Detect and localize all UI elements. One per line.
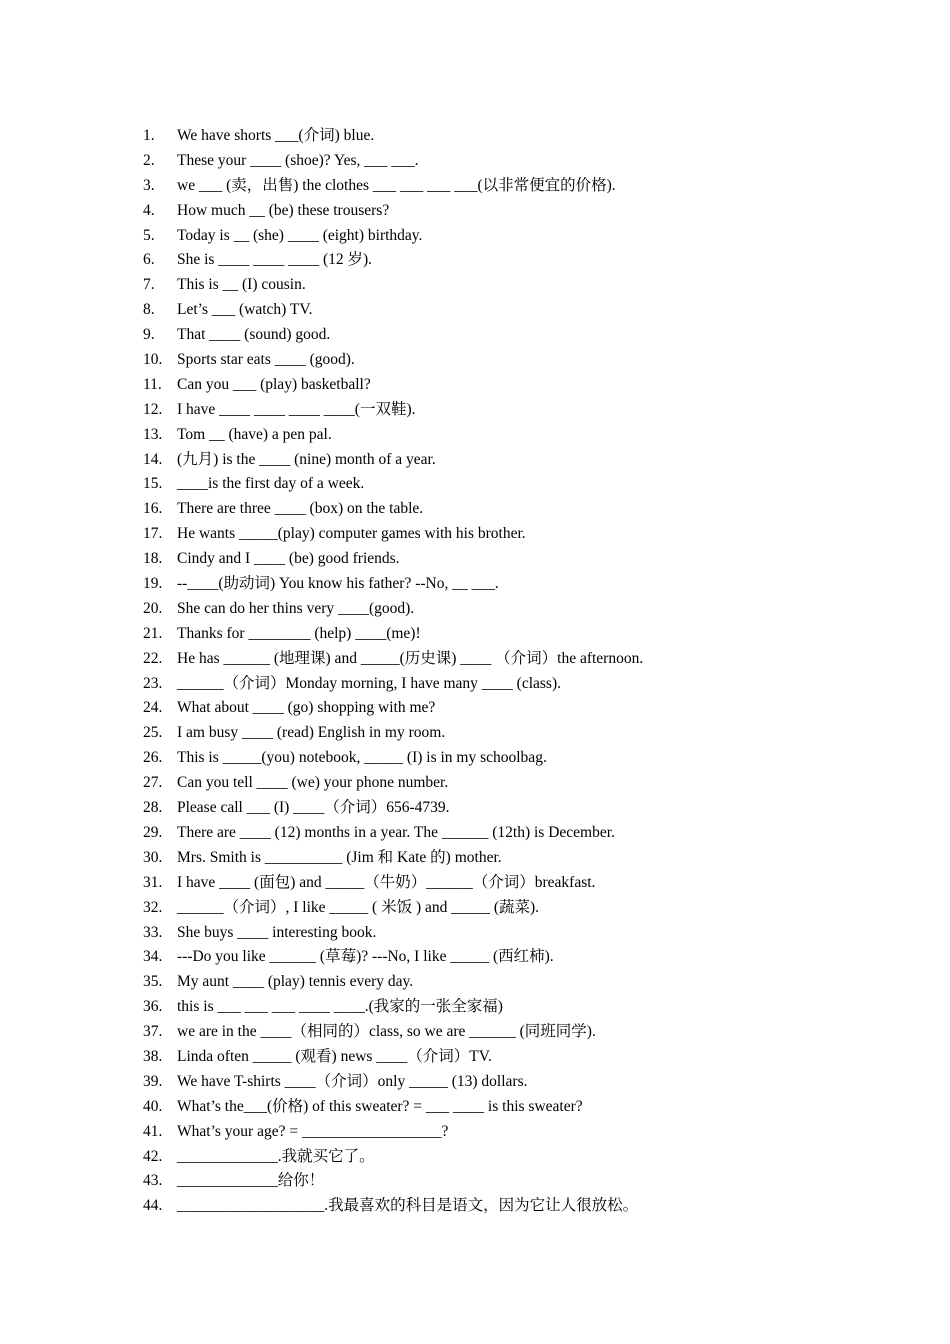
exercise-text: Please call ___ (I) ____（介词）656-4739.	[177, 799, 450, 817]
exercise-text: this is ___ ___ ___ ____ ____.(我家的一张全家福)	[177, 998, 503, 1016]
exercise-text: There are ____ (12) months in a year. The ______ (12th) is December.	[177, 823, 615, 841]
exercise-item	[143, 1169, 843, 1194]
exercise-number: 21.	[143, 624, 163, 642]
exercise-number: 20.	[143, 599, 163, 617]
exercise-number: 10.	[143, 351, 163, 369]
exercise-item	[143, 970, 843, 995]
exercise-number: 19.	[143, 575, 163, 593]
exercise-item	[143, 945, 843, 970]
exercise-item	[143, 821, 843, 846]
exercise-item	[143, 273, 843, 298]
exercise-text: Tom __ (have) a pen pal.	[177, 425, 332, 443]
exercise-text: ______（介词）, I like _____ ( 米饭 ) and _____ (蔬菜).	[177, 898, 540, 916]
exercise-item	[143, 1020, 843, 1045]
exercise-number: 28.	[143, 799, 163, 817]
exercise-item	[143, 1120, 843, 1145]
exercise-item	[143, 124, 843, 149]
exercise-number: 43.	[143, 1172, 163, 1190]
exercise-item	[143, 348, 843, 373]
exercise-text: I am busy ____ (read) English in my room.	[177, 724, 446, 742]
exercise-number: 17.	[143, 525, 163, 543]
exercise-number: 35.	[143, 973, 163, 991]
exercise-text: I have ____ ____ ____ ____(一双鞋).	[177, 400, 416, 418]
exercise-text: Sports star eats ____ (good).	[177, 351, 355, 369]
exercise-text: We have T-shirts ____（介词）only _____ (13) dollars.	[177, 1072, 528, 1090]
exercise-text: This is _____(you) notebook, _____ (I) is in my schoolbag.	[177, 749, 547, 767]
exercise-number: 9.	[143, 326, 155, 344]
exercise-text: we are in the ____（相同的）class, so we are ______ (同班同学).	[177, 1023, 596, 1041]
exercise-item	[143, 248, 843, 273]
exercise-text: _____________给你！	[177, 1172, 325, 1190]
exercise-item	[143, 1095, 843, 1120]
exercise-item	[143, 323, 843, 348]
exercise-item	[143, 597, 843, 622]
exercise-item	[143, 547, 843, 572]
exercise-item	[143, 1070, 843, 1095]
exercise-number: 12.	[143, 400, 163, 418]
exercise-number: 38.	[143, 1047, 163, 1065]
exercise-item	[143, 373, 843, 398]
exercise-text: Can you tell ____ (we) your phone number.	[177, 774, 449, 792]
exercise-number: 37.	[143, 1023, 163, 1041]
exercise-text: This is __ (I) cousin.	[177, 276, 306, 294]
exercise-number: 40.	[143, 1097, 163, 1115]
exercise-text: --____(助动词) You know his father? --No, __ ___.	[177, 575, 499, 593]
exercise-item	[143, 572, 843, 597]
exercise-text: Can you ___ (play) basketball?	[177, 375, 371, 393]
exercise-text: I have ____ (面包) and _____（牛奶）______（介词）breakfast.	[177, 873, 596, 891]
exercise-item	[143, 622, 843, 647]
exercise-number: 15.	[143, 475, 163, 493]
exercise-text: She is ____ ____ ____ (12 岁).	[177, 251, 373, 269]
exercise-item	[143, 896, 843, 921]
exercise-item	[143, 921, 843, 946]
exercise-number: 36.	[143, 998, 163, 1016]
exercise-number: 8.	[143, 301, 155, 319]
exercise-number: 24.	[143, 699, 163, 717]
exercise-number: 41.	[143, 1122, 163, 1140]
exercise-text: We have shorts ___(介词) blue.	[177, 127, 375, 144]
exercise-item	[143, 1045, 843, 1070]
exercise-text: My aunt ____ (play) tennis every day.	[177, 973, 414, 991]
exercise-item	[143, 298, 843, 323]
exercise-text: Cindy and I ____ (be) good friends.	[177, 550, 400, 568]
exercise-text: What about ____ (go) shopping with me?	[177, 699, 436, 717]
exercise-item	[143, 672, 843, 697]
exercise-text: She can do her thins very ____(good).	[177, 599, 415, 617]
exercise-number: 32.	[143, 898, 163, 916]
exercise-number: 5.	[143, 226, 155, 244]
exercise-text: Mrs. Smith is __________ (Jim 和 Kate 的) mother.	[177, 848, 502, 866]
exercise-text: She buys ____ interesting book.	[177, 923, 377, 941]
exercise-item	[143, 871, 843, 896]
exercise-item	[143, 647, 843, 672]
exercise-item	[143, 1194, 843, 1219]
exercise-item	[143, 796, 843, 821]
exercise-number: 26.	[143, 749, 163, 767]
exercise-number: 23.	[143, 674, 163, 692]
exercise-text: Thanks for ________ (help) ____(me)!	[177, 624, 421, 642]
exercise-text: (九月) is the ____ (nine) month of a year.	[177, 450, 436, 468]
exercise-text: _____________.我就买它了。	[177, 1147, 375, 1165]
exercise-text: There are three ____ (box) on the table.	[177, 500, 424, 518]
exercise-item	[143, 846, 843, 871]
exercise-item	[143, 1145, 843, 1170]
exercise-number: 27.	[143, 774, 163, 792]
exercise-item	[143, 696, 843, 721]
exercise-item	[143, 771, 843, 796]
exercise-item	[143, 472, 843, 497]
exercise-text: Today is __ (she) ____ (eight) birthday.	[177, 226, 423, 244]
exercise-number: 6.	[143, 251, 155, 269]
exercise-list	[143, 124, 843, 1219]
exercise-number: 39.	[143, 1072, 163, 1090]
exercise-number: 18.	[143, 550, 163, 568]
exercise-number: 11.	[143, 375, 162, 393]
exercise-number: 3.	[143, 176, 155, 194]
exercise-text: He has ______ (地理课) and _____(历史课) ____ （介词）the afternoon.	[177, 649, 644, 667]
exercise-item	[143, 199, 843, 224]
exercise-item	[143, 224, 843, 249]
exercise-text: ---Do you like ______ (草莓)? ---No, I like _____ (西红柿).	[177, 948, 554, 966]
exercise-item	[143, 174, 843, 199]
exercise-item	[143, 497, 843, 522]
exercise-number: 31.	[143, 873, 163, 891]
exercise-text: How much __ (be) these trousers?	[177, 201, 390, 219]
exercise-item	[143, 522, 843, 547]
exercise-number: 4.	[143, 201, 155, 219]
exercise-number: 44.	[143, 1197, 163, 1215]
exercise-number: 1.	[143, 127, 155, 144]
exercise-number: 7.	[143, 276, 155, 294]
exercise-text: That ____ (sound) good.	[177, 326, 331, 344]
exercise-number: 34.	[143, 948, 163, 966]
exercise-number: 2.	[143, 151, 155, 169]
exercise-number: 42.	[143, 1147, 163, 1165]
exercise-number: 22.	[143, 649, 163, 667]
exercise-text: What’s the___(价格) of this sweater? = ___ ____ is this sweater?	[177, 1097, 583, 1115]
exercise-item	[143, 721, 843, 746]
exercise-text: we ___ (卖，出售) the clothes ___ ___ ___ ___(以非常便宜的价格).	[177, 176, 616, 194]
exercise-number: 29.	[143, 823, 163, 841]
exercise-item	[143, 398, 843, 423]
exercise-number: 30.	[143, 848, 163, 866]
exercise-item	[143, 448, 843, 473]
exercise-text: Linda often _____ (观看) news ____（介词）TV.	[177, 1047, 492, 1065]
exercise-number: 33.	[143, 923, 163, 941]
exercise-number: 13.	[143, 425, 163, 443]
exercise-text: He wants _____(play) computer games with his brother.	[177, 525, 526, 543]
exercise-text: ___________________.我最喜欢的科目是语文，因为它让人很放松。	[177, 1197, 639, 1215]
exercise-number: 25.	[143, 724, 163, 742]
exercise-text: Let’s ___ (watch) TV.	[177, 301, 313, 319]
exercise-item	[143, 746, 843, 771]
exercise-item	[143, 149, 843, 174]
exercise-text: These your ____ (shoe)? Yes, ___ ___.	[177, 151, 419, 169]
exercise-item	[143, 423, 843, 448]
exercise-number: 16.	[143, 500, 163, 518]
exercise-number: 14.	[143, 450, 163, 468]
exercise-text: ____is the first day of a week.	[177, 475, 365, 493]
exercise-text: ______（介词）Monday morning, I have many ____ (class).	[177, 674, 561, 692]
exercise-text: What’s your age? = __________________?	[177, 1122, 449, 1140]
exercise-item	[143, 995, 843, 1020]
